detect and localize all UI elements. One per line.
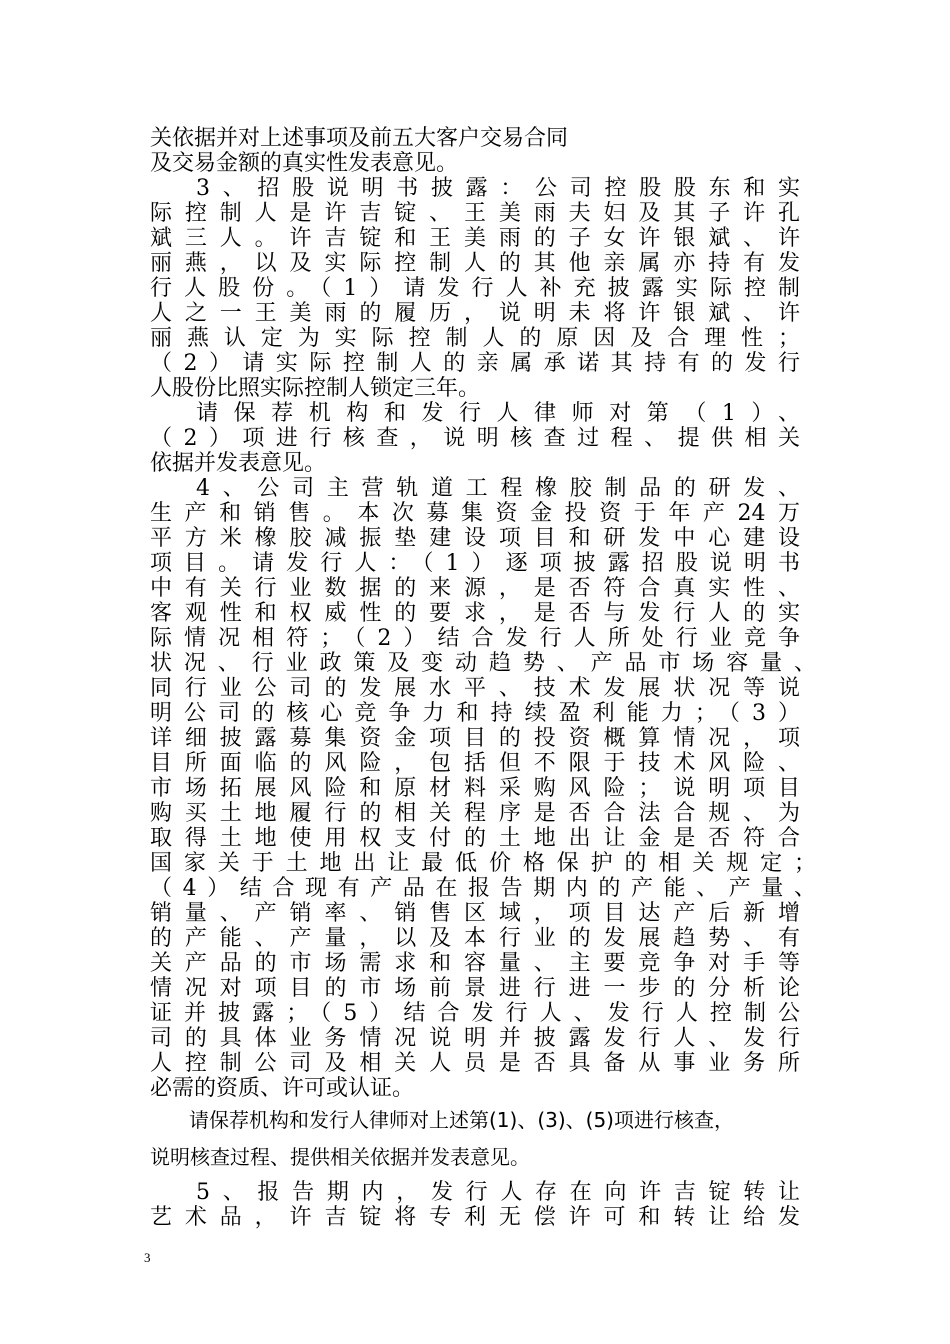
text-line: 客观性和权威性的要求，是否与发行人的实 xyxy=(150,601,800,626)
text-line: 请保荐机构和发行人律师对上述第(1)、(3)、(5)项进行核查， xyxy=(189,1108,734,1132)
text-line: 证并披露；（5）结合发行人、发行人控制公 xyxy=(150,1001,800,1026)
text-line: 斌三人。许吉锭和王美雨的子女许银斌、许 xyxy=(150,226,800,251)
text-line: 际情况相符；（2）结合发行人所处行业竞争 xyxy=(150,626,800,651)
text-line: 请保荐机构和发行人律师对第（1）、 xyxy=(196,401,800,426)
text-line: 5、报告期内，发行人存在向许吉锭转让 xyxy=(196,1180,800,1205)
text-line: 购买土地履行的相关程序是否合法合规、为 xyxy=(150,801,800,826)
text-line: 人控制公司及相关人员是否具备从事业务所 xyxy=(150,1051,800,1076)
text-line: 详细披露募集资金项目的投资概算情况，项 xyxy=(150,726,800,751)
text-line: 依据并发表意见。 xyxy=(150,451,327,476)
text-line: 情况对项目的市场前景进行进一步的分析论 xyxy=(150,976,800,1001)
text-line: 丽燕，以及实际控制人的其他亲属亦持有发 xyxy=(150,251,800,276)
text-line: 及交易金额的真实性发表意见。 xyxy=(150,151,459,176)
text-line: 同行业公司的发展水平、技术发展状况等说 xyxy=(150,676,800,701)
text-line: 销量、产销率、销售区域，项目达产后新增 xyxy=(150,901,800,926)
text-line: 取得土地使用权支付的土地出让金是否符合 xyxy=(150,826,800,851)
text-line: 目所面临的风险，包括但不限于技术风险、 xyxy=(150,751,800,776)
text-line: 平方米橡胶减振垫建设项目和研发中心建设 xyxy=(150,526,800,551)
text-line: 司的具体业务情况说明并披露发行人、发行 xyxy=(150,1026,800,1051)
text-line: 明公司的核心竞争力和持续盈利能力；（3） xyxy=(150,701,800,726)
text-line: 中有关行业数据的来源，是否符合真实性、 xyxy=(150,576,800,601)
text-line: 际控制人是许吉锭、王美雨夫妇及其子许孔 xyxy=(150,201,800,226)
text-line: 国家关于土地出让最低价格保护的相关规定； xyxy=(150,851,816,876)
text-line: 的产能、产量，以及本行业的发展趋势、有 xyxy=(150,926,800,951)
text-line: 行人股份。（1）请发行人补充披露实际控制 xyxy=(150,276,800,301)
text-line: 生产和销售。本次募集资金投资于年产24万 xyxy=(150,501,800,526)
page-number: 3 xyxy=(144,1250,151,1265)
text-line: 4、公司主营轨道工程橡胶制品的研发、 xyxy=(196,476,800,501)
text-line: 说明核查过程、提供相关依据并发表意见。 xyxy=(150,1145,530,1169)
text-line: 项目。请发行人：（1）逐项披露招股说明书 xyxy=(150,551,800,576)
text-line: （2）项进行核查，说明核查过程、提供相关 xyxy=(150,426,800,451)
text-line: 关依据并对上述事项及前五大客户交易合同 xyxy=(150,126,569,151)
text-line: 人股份比照实际控制人锁定三年。 xyxy=(150,376,481,401)
text-line: 状况、行业政策及变动趋势、产品市场容量、 xyxy=(150,651,816,676)
text-line: 市场拓展风险和原材料采购风险；说明项目 xyxy=(150,776,800,801)
text-line: 必需的资质、许可或认证。 xyxy=(150,1076,415,1101)
text-line: 艺术品，许吉锭将专利无偿许可和转让给发 xyxy=(150,1205,800,1230)
text-line: 关产品的市场需求和容量、主要竞争对手等 xyxy=(150,951,800,976)
text-line: （4）结合现有产品在报告期内的产能、产量、 xyxy=(150,876,816,901)
text-line: 人之一王美雨的履历，说明未将许银斌、许 xyxy=(150,301,800,326)
text-line: （2）请实际控制人的亲属承诺其持有的发行 xyxy=(150,351,800,376)
text-line: 3、招股说明书披露：公司控股股东和实 xyxy=(196,176,800,201)
text-line: 丽燕认定为实际控制人的原因及合理性； xyxy=(150,326,800,351)
